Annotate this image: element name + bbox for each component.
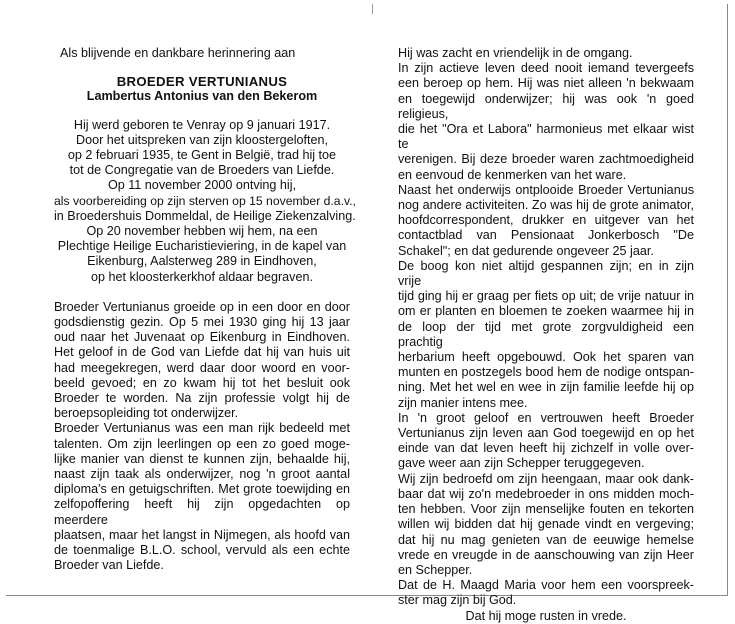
- text-line: Schakel"; en dat gedurende ongeveer 25 jaar.: [398, 243, 654, 258]
- text-line: einde van dat leven heeft hij zichzelf in volle over-: [398, 441, 694, 456]
- text-line: godsdienstig gezin. Op 5 mei 1930 ging hij 13 jaar: [54, 315, 350, 330]
- text-line: munten en postzegels bood hem de nodige ontspan-: [398, 365, 694, 380]
- bio-line: Eikenburg, Aalsterweg 289 in Eindhoven,: [87, 254, 317, 269]
- left-column: [54, 46, 356, 574]
- text-line: had meegekregen, werd daar door woord en voor-: [54, 360, 350, 375]
- text-line: lijke manier van dienst te kunnen zijn, behaalde hij,: [54, 451, 350, 466]
- life-paragraph: [54, 300, 350, 574]
- bio-line: Op 20 november hebben wij hem, na een: [86, 224, 318, 239]
- bio-line: Hij werd geboren te Venray op 9 januari 1917.: [73, 117, 331, 132]
- text-line: Naast het onderwijs ontplooide Broeder Vertunianus: [398, 182, 694, 197]
- text-line: beeld gevoed; en zo kwam hij tot het besluit ook: [54, 375, 350, 390]
- text-line: Het geloof in de God van Liefde dat hij van huis uit: [54, 345, 350, 360]
- text-line: tijd ging hij er graag per fiets op uit; de vrije natuur in: [398, 289, 694, 304]
- text-line: Broeder te worden. Na zijn professie volgt hij de: [54, 391, 350, 406]
- bio-line: tot de Congregatie van de Broeders van Liefde.: [69, 163, 335, 178]
- text-line: de toenmalige B.L.O. school, vervuld als een echte: [54, 543, 350, 558]
- deceased-name: BROEDER VERTUNIANUS: [116, 74, 288, 90]
- text-line: naast zijn taak als onderwijzer, nog 'n groot aantal: [54, 467, 350, 482]
- text-line: oud naar het Juvenaat op Eikenburg in Eindhoven.: [54, 330, 350, 345]
- text-line: diploma's en getuigschriften. Met grote toewijding en: [54, 482, 350, 497]
- text-line: Broeder Vertunianus was een man rijk bedeeld met: [54, 421, 350, 436]
- text-line: beroepsopleiding tot onderwijzer.: [54, 406, 239, 421]
- text-line: en eenvoud de kenmerken van het ware.: [398, 167, 627, 182]
- text-line: Vertunianus zijn leven aan God toegewijd en op het: [398, 426, 694, 441]
- bio-line: op 2 februari 1935, te Gent in België, trad hij toe: [67, 148, 337, 163]
- biography-block: [54, 117, 356, 285]
- bio-line: Plechtige Heilige Eucharistieviering, in de kapel van: [57, 239, 347, 254]
- text-line: baar dat wij zo'n medebroeder in ons midden moch-: [398, 486, 694, 501]
- text-line: en toegewijd onderwijzer; hij was ook 'n goed religieus,: [398, 91, 694, 121]
- text-line: In zijn actieve leven deed nooit iemand tevergeefs: [398, 61, 694, 76]
- text-line: gave weer aan zijn Schepper teruggegeven.: [398, 456, 645, 471]
- text-line: willen wij bidden dat hij genade vindt en vergeving;: [398, 517, 694, 532]
- bio-line: in Broedershuis Dommeldal, de Heilige Ziekenzalving.: [54, 208, 356, 223]
- text-line: herbarium heeft opgebouwd. Ook het sparen van: [398, 350, 694, 365]
- text-line: nog andere activiteiten. Zo was hij de grote animator,: [398, 198, 694, 213]
- text-line: contactblad van Pensionaat Jonkerbosch "De: [398, 228, 694, 243]
- text-line: ning. Met het wel en wee in zijn familie leefde hij op: [398, 380, 694, 395]
- text-line: die het "Ora et Labora" harmonieus met elkaar wist te: [398, 122, 694, 152]
- text-line: en Schepper.: [398, 562, 473, 577]
- text-line: dat hij nu mag genieten van de eeuwige hemelse: [398, 532, 694, 547]
- closing-line: Dat hij moge rusten in vrede.: [465, 608, 627, 623]
- bio-line: Door het uitspreken van zijn kloostergeloften,: [75, 132, 329, 147]
- text-line: Hij was zacht en vriendelijk in de omgang.: [398, 46, 633, 60]
- bio-line: op het kloosterkerkhof aldaar begraven.: [91, 269, 313, 284]
- text-line: De boog kon niet altijd gespannen zijn; en in zijn vrije: [398, 258, 694, 289]
- fold-mark: [372, 4, 373, 14]
- text-line: zelfopoffering heeft hij zijn opgedachten op meerdere: [54, 497, 350, 527]
- text-line: de loop der tijd met grote zorgvuldigheid een prachtig: [398, 319, 694, 349]
- text-line: ster mag zijn bij God.: [398, 593, 517, 608]
- text-line: hoofdcorrespondent, drukker en uitgever van het: [398, 213, 694, 228]
- text-line: zijn manier intens mee.: [398, 395, 528, 410]
- text-line: om er planten en bloemen te zoeken waarmee hij in: [398, 304, 694, 319]
- text-line: talenten. Om zijn leerlingen op een zo goed moge-: [54, 436, 350, 451]
- text-line: vrede en vreugde in de aanschouwing van zijn Heer: [398, 547, 694, 562]
- text-line: Broeder van Liefde.: [54, 558, 164, 573]
- text-line: plaatsen, maar het langst in Nijmegen, als hoofd van: [54, 527, 350, 542]
- text-line: In 'n groot geloof en vertrouwen heeft Broeder: [398, 410, 694, 425]
- text-line: Dat de H. Maagd Maria voor hem een voorspreek-: [398, 578, 694, 593]
- bio-line: als voorbereiding op zijn sterven op 15 november d.a.v.,: [54, 193, 356, 208]
- text-line: Wij zijn bedroefd om zijn heengaan, maar ook dank-: [398, 471, 694, 486]
- text-line: ten hebben. Voor zijn menselijke fouten en tekorten: [398, 502, 694, 517]
- text-line: Broeder Vertunianus groeide op in een door en door: [54, 299, 350, 314]
- bio-line: Op 11 november 2000 ontving hij,: [107, 178, 297, 193]
- text-line: verenigen. Bij deze broeder waren zachtmoedigheid: [398, 152, 694, 167]
- text-line: een beroep op hem. Hij was niet alleen 'n bekwaam: [398, 76, 694, 91]
- right-column: [398, 46, 694, 624]
- deceased-full-name: Lambertus Antonius van den Bekerom: [86, 89, 318, 104]
- intro-text: Als blijvende en dankbare herinnering aan: [60, 46, 296, 60]
